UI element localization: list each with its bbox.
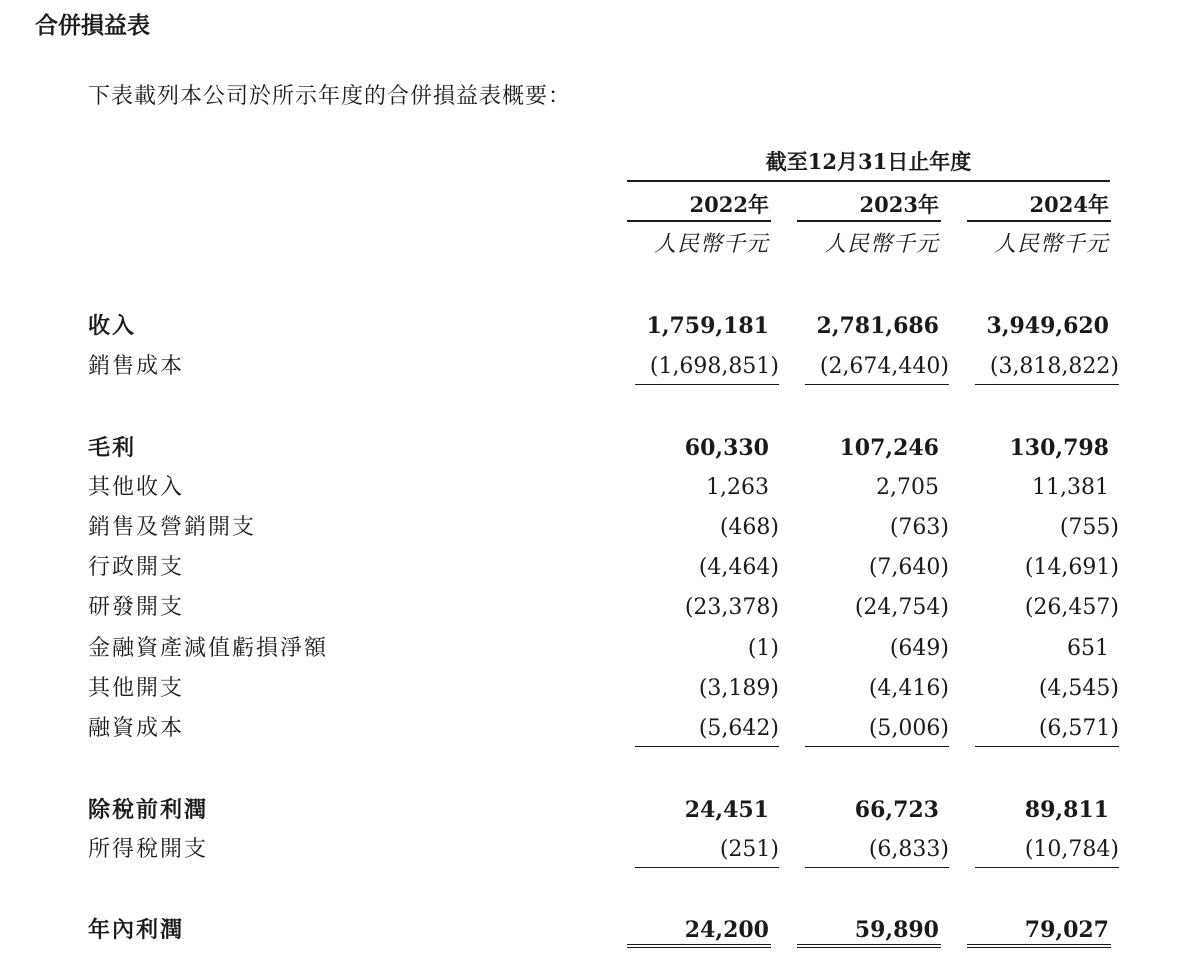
value-2022: (1,698,851) <box>635 347 779 385</box>
year-2024: 2024年 <box>967 190 1111 222</box>
row-label: 其他收入 <box>88 475 185 500</box>
row-label: 研發開支 <box>88 595 185 620</box>
value-2023: 2,781,686 <box>816 313 939 339</box>
page-title: 合併損益表 <box>35 12 150 39</box>
intro-text: 下表載列本公司於所示年度的合併損益表概要： <box>88 84 572 109</box>
value-2024: 651 <box>1067 636 1109 661</box>
row-label: 其他開支 <box>88 676 185 701</box>
value-2024: 3,949,620 <box>986 313 1109 339</box>
row-label: 收入 <box>88 313 137 339</box>
row-other-income <box>0 468 1178 508</box>
value-2022: 60,330 <box>684 435 769 461</box>
value-2022: (251) <box>635 830 779 868</box>
row-label: 除稅前利潤 <box>88 797 209 823</box>
row-label: 銷售成本 <box>88 354 185 379</box>
year-2022: 2022年 <box>627 190 771 222</box>
value-2022: (5,642) <box>635 709 779 747</box>
value-2024: 79,027 <box>967 910 1111 948</box>
value-2022: (3,189) <box>698 676 779 701</box>
row-selling-marketing <box>0 508 1178 548</box>
row-other-expenses <box>0 669 1178 709</box>
value-2024: (14,691) <box>1024 555 1119 580</box>
period-header: 截至12月31日止年度 <box>627 146 1110 182</box>
row-cost-of-sales <box>0 347 1178 387</box>
year-2023: 2023年 <box>797 190 941 222</box>
value-2023: (5,006) <box>805 709 949 747</box>
value-2023: 66,723 <box>854 797 939 823</box>
row-label: 毛利 <box>88 435 137 461</box>
row-administrative <box>0 548 1178 588</box>
value-2024: (10,784) <box>975 830 1119 868</box>
value-2024: 89,811 <box>1024 797 1109 823</box>
row-label: 行政開支 <box>88 555 185 580</box>
value-2024: (6,571) <box>975 709 1119 747</box>
value-2023: (2,674,440) <box>805 347 949 385</box>
row-gross-profit <box>0 428 1178 468</box>
value-2024: (755) <box>1059 515 1119 540</box>
value-2023: 59,890 <box>797 910 941 948</box>
value-2022: (23,378) <box>684 595 779 620</box>
value-2023: (4,416) <box>868 676 949 701</box>
value-2024: (4,545) <box>1038 676 1119 701</box>
row-profit-before-tax <box>0 790 1178 830</box>
unit-2022: 人民幣千元 <box>653 232 769 257</box>
value-2022: 24,200 <box>627 910 771 948</box>
value-2022: 1,759,181 <box>646 313 769 339</box>
unit-2024: 人民幣千元 <box>993 232 1109 257</box>
value-2024: (3,818,822) <box>975 347 1119 385</box>
value-2022: 24,451 <box>684 797 769 823</box>
value-2023: (24,754) <box>854 595 949 620</box>
row-research-development <box>0 588 1178 628</box>
value-2022: 1,263 <box>706 475 769 500</box>
value-2024: 130,798 <box>1009 435 1109 461</box>
row-label: 銷售及營銷開支 <box>88 515 257 540</box>
value-2022: (4,464) <box>698 555 779 580</box>
row-revenue <box>0 306 1178 346</box>
row-label: 年內利潤 <box>88 917 185 943</box>
value-2023: 107,246 <box>839 435 939 461</box>
row-label: 所得稅開支 <box>88 837 209 862</box>
row-finance-costs <box>0 709 1178 749</box>
value-2024: 11,381 <box>1032 475 1109 500</box>
value-2022: (468) <box>719 515 779 540</box>
value-2023: (649) <box>889 636 949 661</box>
row-label: 金融資產減值虧損淨額 <box>88 636 329 661</box>
unit-2023: 人民幣千元 <box>823 232 939 257</box>
value-2023: 2,705 <box>876 475 939 500</box>
row-profit-for-year <box>0 910 1178 950</box>
value-2023: (6,833) <box>805 830 949 868</box>
value-2023: (7,640) <box>868 555 949 580</box>
value-2022: (1) <box>747 636 779 661</box>
row-label: 融資成本 <box>88 716 185 741</box>
row-impairment <box>0 629 1178 669</box>
value-2023: (763) <box>889 515 949 540</box>
value-2024: (26,457) <box>1024 595 1119 620</box>
row-income-tax <box>0 830 1178 870</box>
